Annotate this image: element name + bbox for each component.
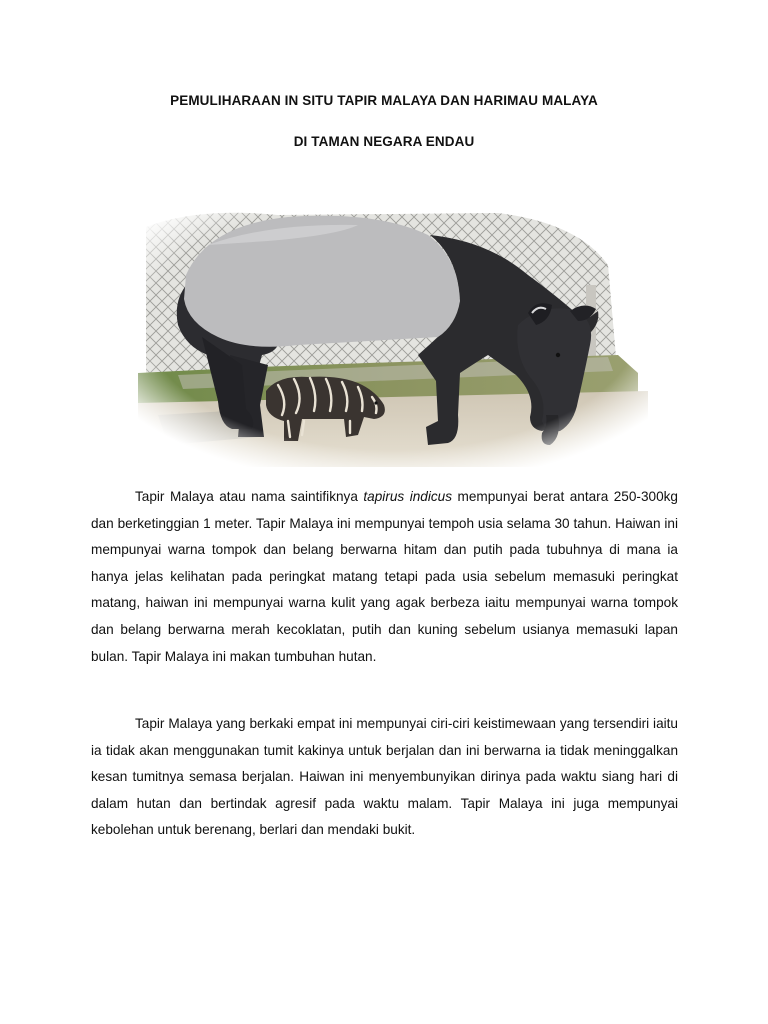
- document-title-line-2: DI TAMAN NEGARA ENDAU: [293, 134, 475, 149]
- paragraph-1-text-a: Tapir Malaya atau nama saintifiknya: [135, 489, 364, 504]
- paragraph-2: [91, 711, 678, 844]
- paragraph-1: [91, 484, 678, 670]
- paragraph-1-text-b: mempunyai berat antara 250-300kg dan berketinggian 1 meter. Tapir Malaya ini mempunyai tempoh usia selama 30 tahun. Haiwan ini mempunyai warna tompok dan belang berwarna hitam dan putih pada tubuhnya di mana ia hanya jelas kelihatan pada peringkat matang tetapi pada usia sebelum memasuki peringkat matang, haiwan ini mempunyai warna kulit yang agak berbeza iaitu mempunyai warna tompok dan belang berwarna merah kecoklatan, putih dan kuning sebelum usianya memasuki lapan bulan. Tapir Malaya ini makan tumbuhan hutan.: [91, 489, 678, 664]
- scientific-name: tapirus indicus: [363, 489, 453, 504]
- paragraph-2-text: Tapir Malaya yang berkaki empat ini mempunyai ciri-ciri keistimewaan yang tersendiri iaitu ia tidak akan menggunakan tumit kakinya untuk berjalan dan ini berwarna ia tidak meninggalkan kesan tumitnya semasa berjalan. Haiwan ini menyembunyikan dirinya pada waktu siang hari di dalam hutan dan bertindak agresif pada waktu malam. Tapir Malaya ini juga mempunyai kebolehan untuk berenang, berlari dan mendaki bukit.: [91, 716, 678, 838]
- document-title-line-1: PEMULIHARAAN IN SITU TAPIR MALAYA DAN HARIMAU MALAYA: [170, 93, 598, 108]
- tapir-photo: [138, 205, 648, 467]
